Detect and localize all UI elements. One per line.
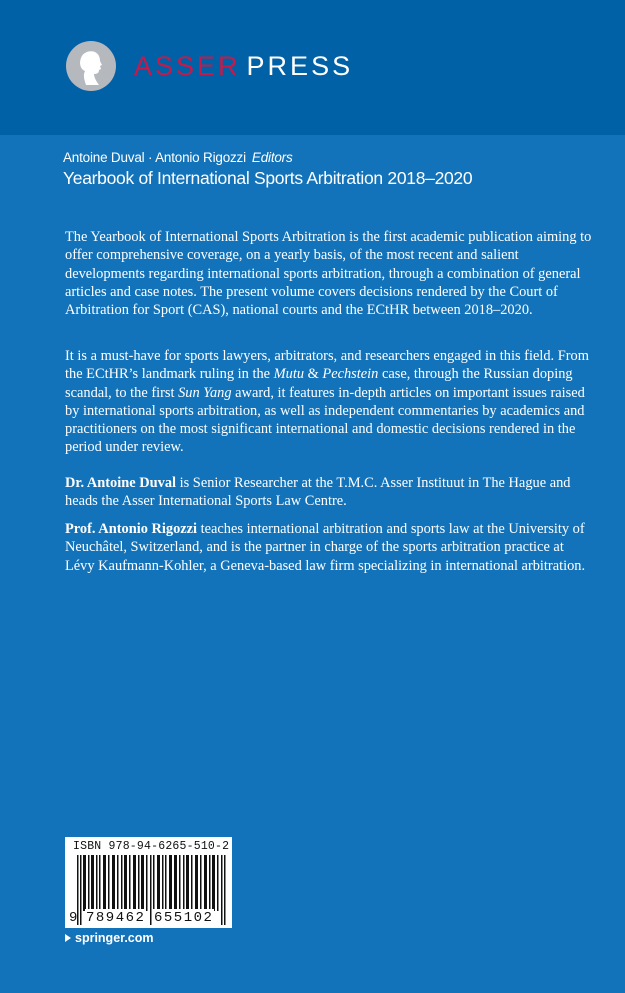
blurb-text: The Yearbook of International Sports Arbitration is the first academic publication aiming to offer comprehensive coverage, on a yearly basis, of the most recent and salient developments regarding international sports arbitration, through a combination of general articles and case notes. The present volume covers decisions rendered by the Court of Arbitration for Sport (CAS), national courts and the ECtHR between 2018–2020. [65, 229, 592, 319]
case-name-sun-yang: Sun Yang [178, 384, 232, 401]
springer-link[interactable] [65, 931, 154, 945]
blurb-paragraph-2 [65, 347, 595, 457]
isbn-barcode [65, 837, 232, 928]
bio-name: Prof. Antonio Rigozzi [65, 521, 198, 537]
text-run: case, through the Russian doping scandal, to the first [65, 366, 573, 401]
header-band [0, 0, 625, 135]
editors-line [63, 150, 293, 165]
blurb-text [65, 347, 595, 457]
editor-bio-rigozzi [65, 520, 595, 575]
text-run: & [304, 366, 323, 383]
book-title: Yearbook of International Sports Arbitration 2018–2020 [63, 168, 473, 188]
text-run: It is a must-have for sports lawyers, arbitrators, and researchers engaged in this field. From the ECtHR’s landmark ruling in the [65, 348, 589, 383]
logo-press: PRESS [246, 51, 354, 81]
bio-text [65, 474, 595, 511]
text-run: teaches international arbitration and sports law at the University of Neuchâtel, Switzerland, and is the partner in charge of the sports arbitration practice at Lévy Kaufmann-Kohler, a Geneva-based law firm specializing in international arbitration. [65, 521, 586, 574]
portrait-medallion-icon [66, 41, 116, 91]
barcode-digits [65, 909, 232, 927]
barcode-digits-right: 655102 [154, 910, 214, 926]
play-arrow-icon [65, 934, 71, 942]
blurb-paragraph-1 [65, 228, 595, 319]
barcode-digit-lead: 9 [69, 910, 78, 926]
editors-role: Editors [251, 150, 293, 165]
text-run: is Senior Researcher at the T.M.C. Asser Instituut in The Hague and heads the Asser International Sports Law Centre. [65, 475, 571, 510]
editor-bio-duval [65, 474, 595, 511]
text-run: award, it features in-depth articles on important issues raised by international sports arbitration, as well as independent commentaries by academics and practitioners on the most significant international and domestic decisions rendered in the period under review. [65, 384, 585, 456]
case-name-mutu: Mutu [273, 366, 305, 383]
springer-link-text: springer.com [75, 931, 154, 945]
bio-name: Dr. Antoine Duval [65, 475, 177, 491]
logo-asser: ASSER [134, 51, 241, 81]
publisher-logo [134, 50, 353, 82]
editors-names: Antoine Duval · Antonio Rigozzi [63, 150, 246, 165]
isbn-label: ISBN 978-94-6265-510-2 [73, 840, 230, 853]
case-name-pechstein: Pechstein [322, 366, 379, 383]
barcode-digits-left: 789462 [86, 910, 146, 926]
bio-text [65, 520, 595, 575]
